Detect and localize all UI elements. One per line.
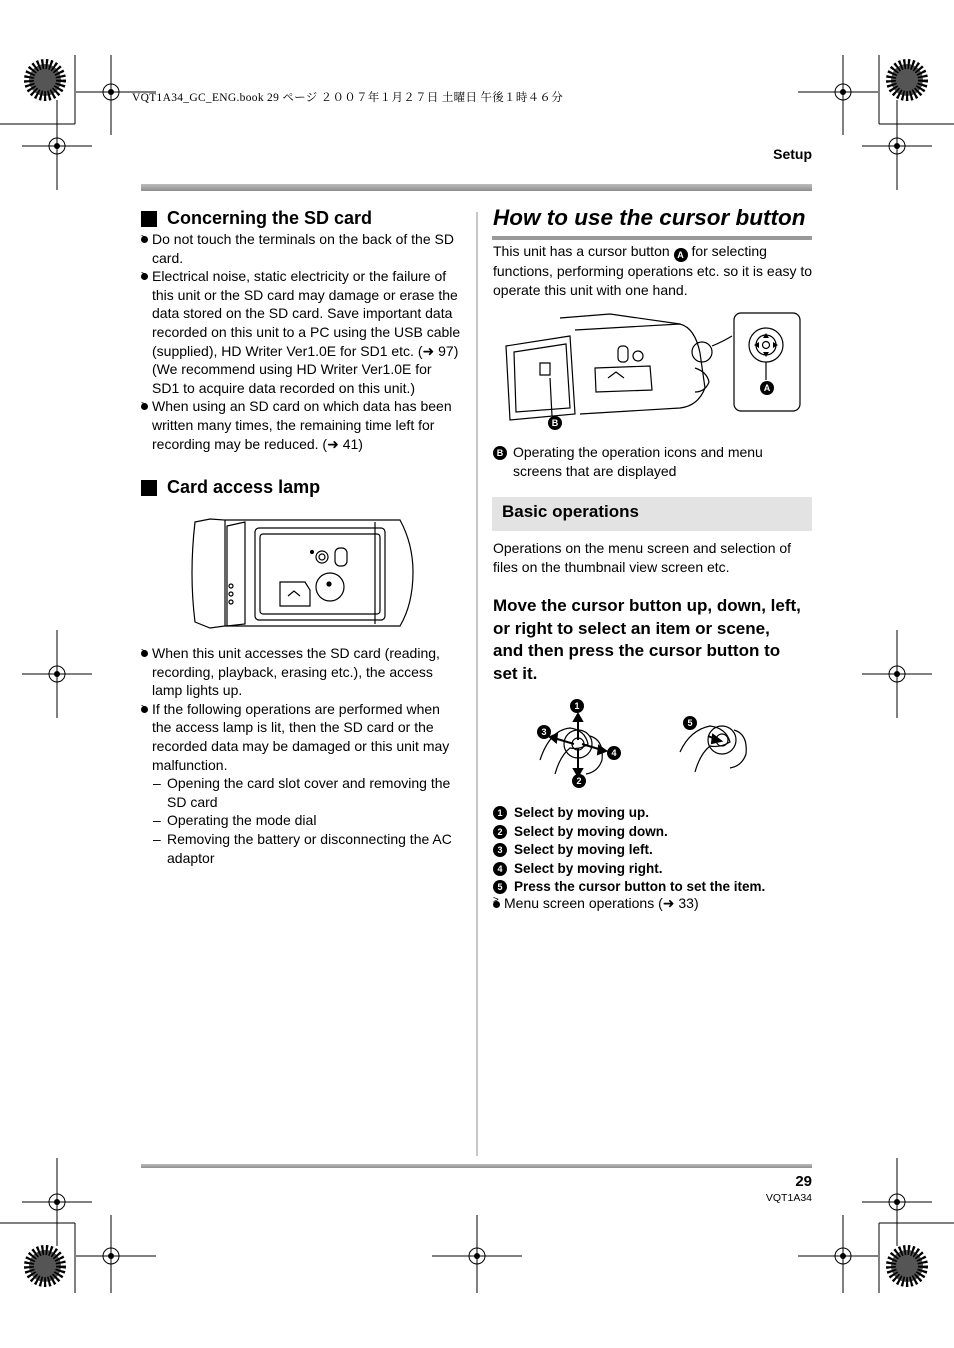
step-list (493, 804, 765, 897)
callout-b-icon: B (493, 446, 507, 460)
caption-b: B Operating the operation icons and menu screens that are displayed (493, 443, 813, 480)
list-item: ≥ If the following operations are performed when the access lamp is lit, then the SD card or the recorded data may be damaged or this unit may malfunction. (141, 700, 461, 774)
sd-card-heading: Concerning the SD card (141, 208, 372, 229)
list-item: ≥ When using an SD card on which data has been written many times, the remaining time left for recording may be reduced. (➜ 41) (141, 397, 461, 453)
bottom-rule (141, 1164, 812, 1168)
camcorder-cursor-illustration (500, 308, 805, 432)
list-item: ≥ Electrical noise, static electricity or the failure of this unit or the SD card may damage or erase the data stored on the SD card. Save important data recorded on this unit to a PC using the USB cable (supplied), HD Writer Ver1.0E for SD1 etc. (➜ 97) (We recommend using HD Writer Ver1.0E for SD1 to acquire data recorded on this unit.) (141, 267, 461, 397)
column-divider (476, 212, 478, 1156)
page-title: How to use the cursor button (493, 205, 806, 230)
camcorder-side-illustration (185, 514, 417, 632)
section-label: Setup (773, 146, 812, 162)
page-number: 29 (795, 1173, 812, 1190)
list-item: ≥ Do not touch the terminals on the back of the SD card. (141, 230, 461, 267)
list-item: 3 Select by moving left. (493, 841, 765, 860)
sd-card-bullets (141, 230, 461, 453)
access-lamp-heading: Card access lamp (141, 477, 320, 498)
callout-a-icon: A (674, 248, 688, 262)
dash-item: – Operating the mode dial (153, 812, 317, 829)
instruction-text: Move the cursor button up, down, left, or right to select an item or scene, and then press the cursor button to set it. (493, 596, 801, 683)
callout-5-icon: 5 (683, 716, 697, 730)
square-bullet-icon (141, 480, 157, 496)
list-item: 5 Press the cursor button to set the item. (493, 878, 765, 897)
dash-item: – Removing the battery or disconnecting the AC adaptor (153, 830, 452, 866)
callout-3-icon: 3 (537, 725, 551, 739)
document-code: VQT1A34 (765, 1192, 812, 1204)
access-lamp-bullets (141, 644, 461, 867)
callout-4-icon: 4 (607, 746, 621, 760)
menu-reference: ≥ Menu screen operations (➜ 33) (493, 895, 954, 912)
callout-2-icon: 2 (572, 774, 586, 788)
list-item: 4 Select by moving right. (493, 860, 765, 879)
list-item: ≥ When this unit accesses the SD card (reading, recording, playback, erasing etc.), the access lamp lights up. (141, 644, 461, 700)
title-rule (492, 236, 812, 240)
basic-operations-heading: Basic operations (502, 502, 639, 521)
callout-1-icon: 1 (570, 699, 584, 713)
top-rule (141, 184, 812, 191)
list-item: 1 Select by moving up. (493, 804, 765, 823)
list-item: 2 Select by moving down. (493, 823, 765, 842)
cursor-operation-illustration (530, 700, 755, 792)
intro-paragraph: This unit has a cursor button A for selecting functions, performing operations etc. so it is easy to operate this unit with one hand. (493, 243, 813, 298)
dash-item: – Opening the card slot cover and removing the SD card (153, 775, 451, 810)
callout-b-icon: B (548, 416, 562, 430)
book-info-line: VQT1A34_GC_ENG.book 29 ページ ２００７年１月２７日 土曜日 午後１時４６分 (132, 92, 564, 104)
callout-a-icon: A (760, 381, 774, 395)
square-bullet-icon (141, 211, 157, 227)
basic-operations-text: Operations on the menu screen and selection of files on the thumbnail view screen etc. (493, 540, 792, 575)
